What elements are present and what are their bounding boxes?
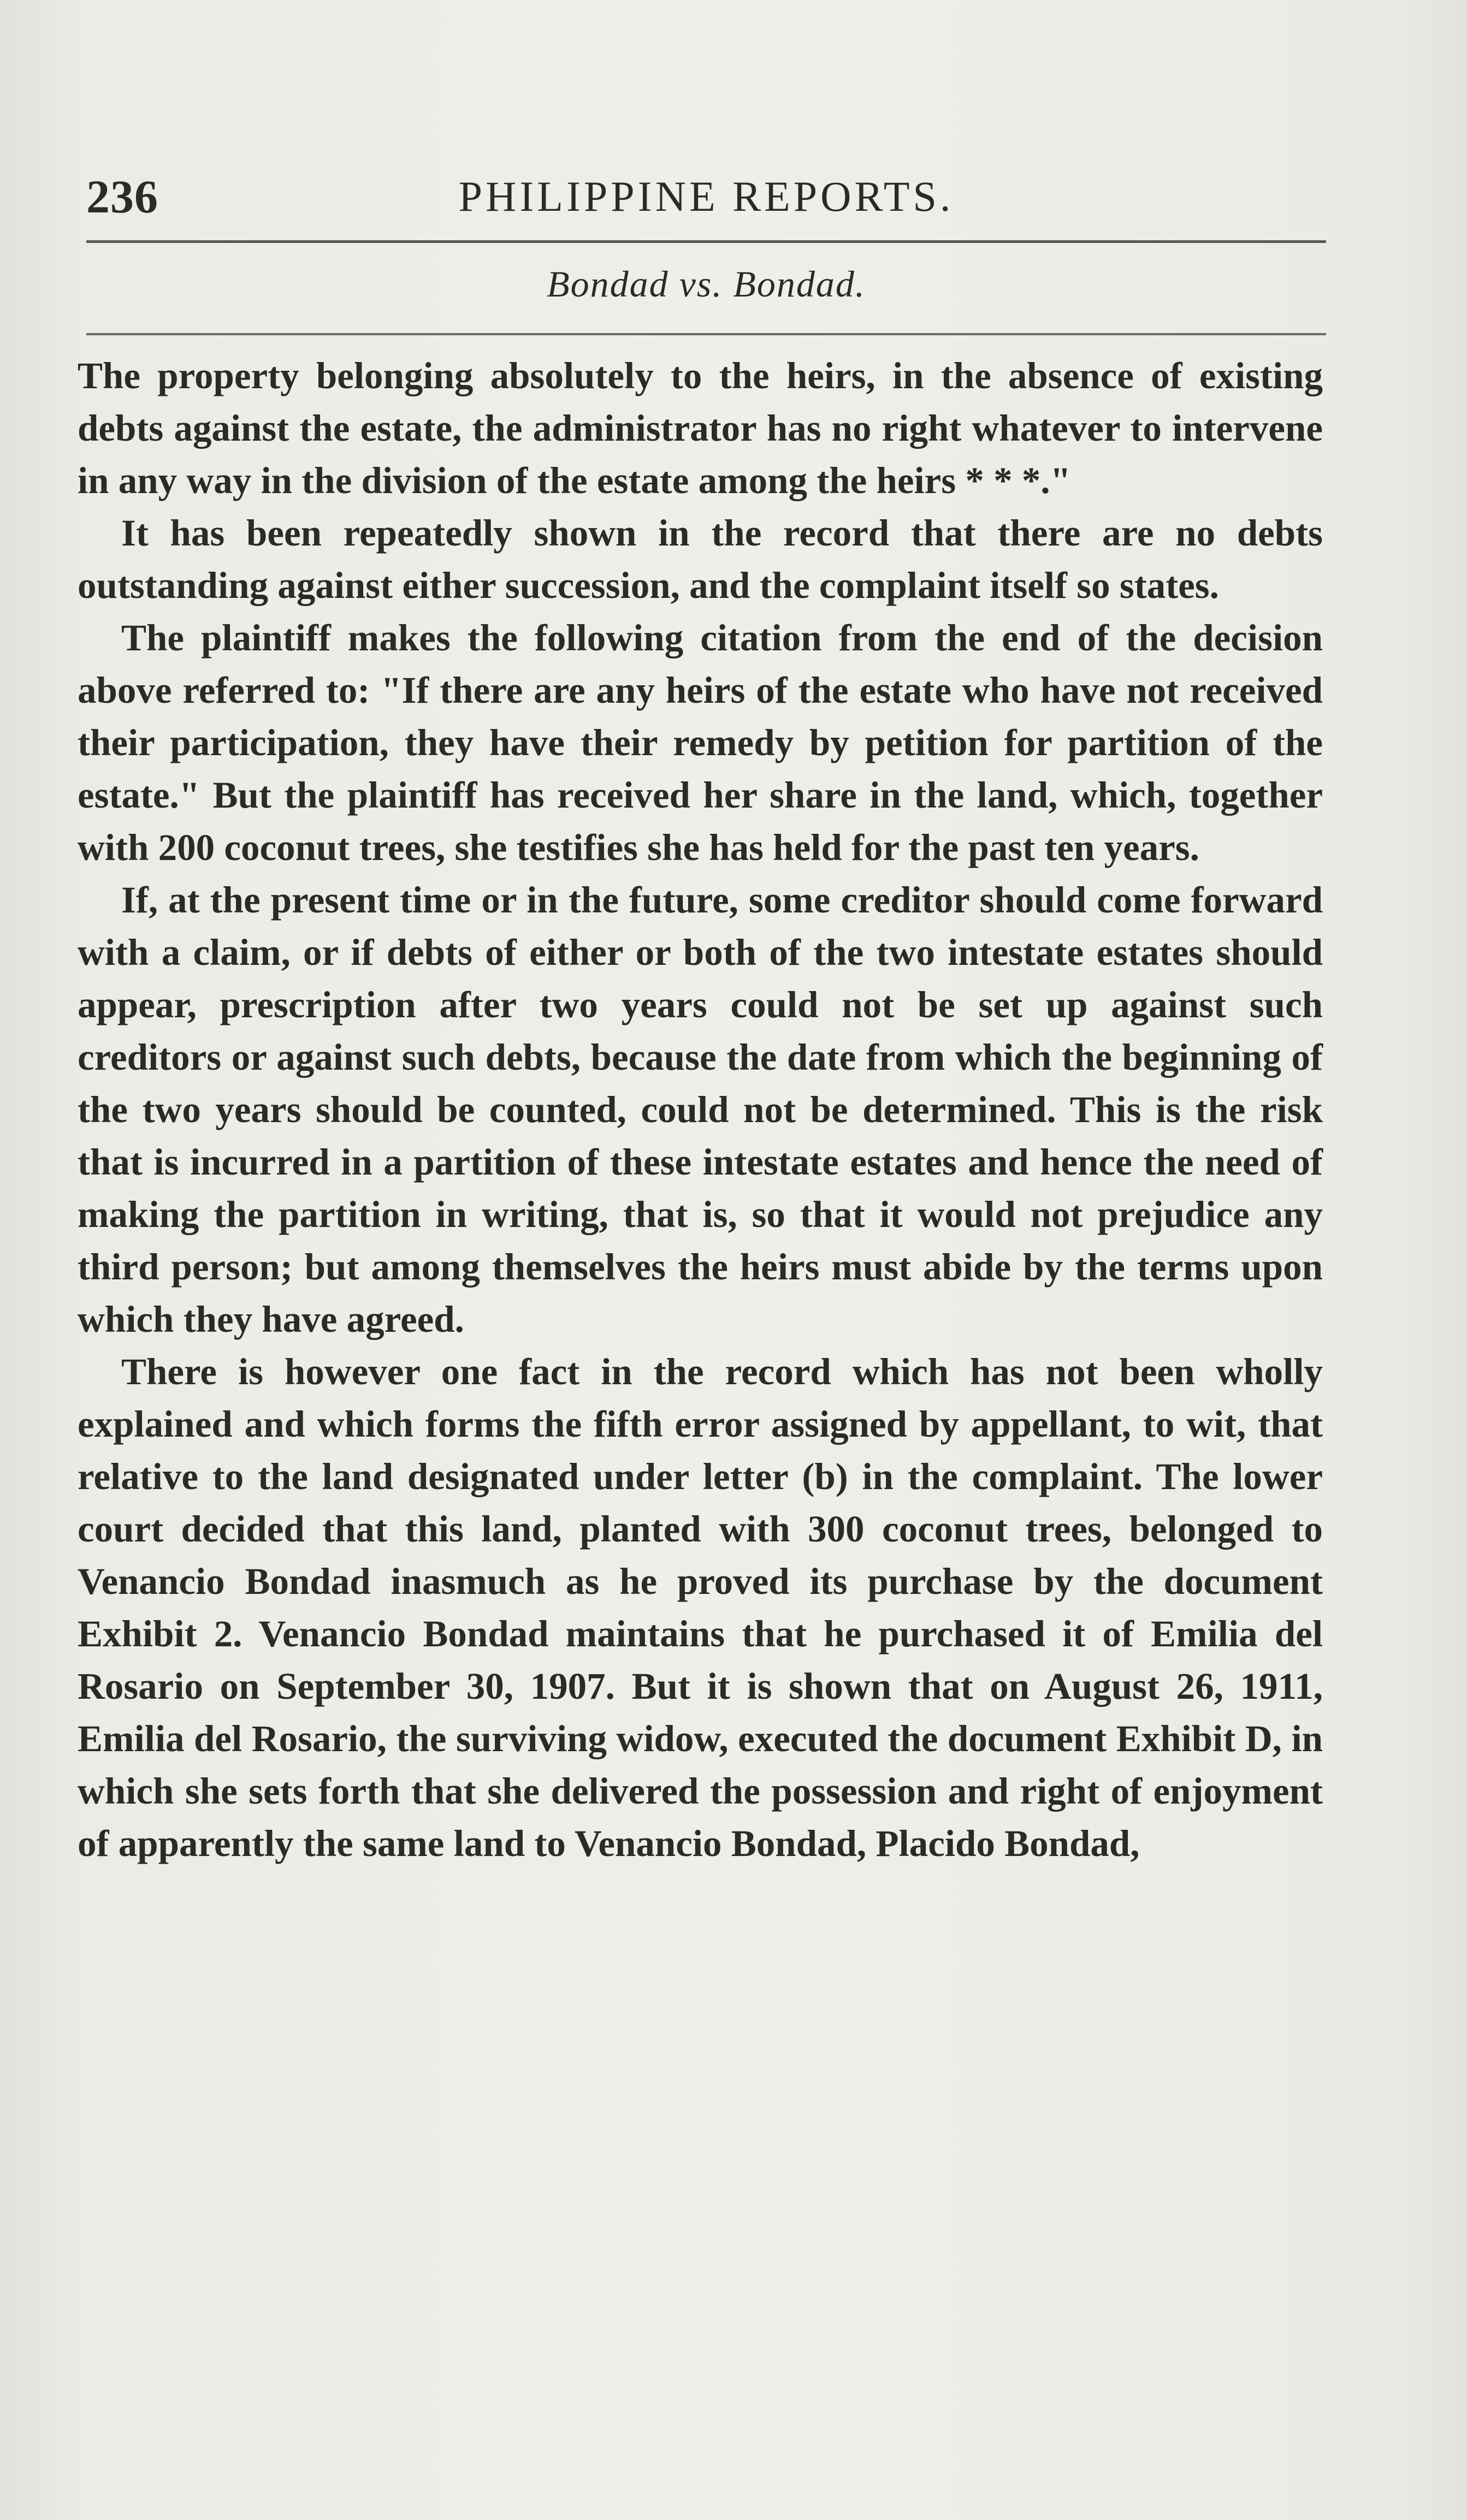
- page-number: 236: [86, 170, 158, 223]
- paragraph: The property belonging absolutely to the heirs, in the absence of existing debts against the estate, the administrator has no right whatever to intervene in any way in the division of the estate among the heirs * * *.": [78, 355, 1323, 501]
- paragraph: There is however one fact in the record which has not been wholly explained and which forms the fifth error assigned by appellant, to wit, that relative to the land designated under letter (b) in the complaint. The lower court decided that this land, planted with 300 coconut trees, belonged to Venancio Bondad inasmuch as he proved its purchase by the document Exhibit 2. Venancio Bondad maintains that he purchased it of Emilia del Rosario on September 30, 1907. But it is shown that on August 26, 1911, Emilia del Rosario, the surviving widow, executed the document Exhibit D, in which she sets forth that she delivered the possession and right of enjoyment of apparently the same land to Venancio Bondad, Placido Bondad,: [78, 1351, 1323, 1864]
- paragraph: It has been repeatedly shown in the record that there are no debts outstanding against either succession, and the complaint itself so states.: [78, 512, 1323, 606]
- case-title-rule: [86, 333, 1326, 335]
- case-title: Bondad vs. Bondad.: [547, 263, 866, 305]
- paragraph: If, at the present time or in the future, some creditor should come forward with a claim, or if debts of either or both of the two intestate estates should appear, prescription after two years could not be set up against such creditors or against such debts, because the date from which the beginning of the two years should be counted, could not be determined. This is the risk that is incurred in a partition of these intestate estates and hence the need of making the partition in writing, that is, so that it would not prejudice any third person; but among themselves the heirs must abide by the terms upon which they have agreed.: [78, 879, 1323, 1340]
- page-header: [86, 164, 1326, 229]
- running-head: PHILIPPINE REPORTS.: [458, 173, 954, 220]
- body-text: [78, 349, 1323, 1870]
- header-rule: [86, 240, 1326, 243]
- paragraph: The plaintiff makes the following citation from the end of the decision above referred to: "If there are any heirs of the estate who have not received their participation, they have their remedy by petition for partition of the estate." But the plaintiff has received her share in the land, which, together with 200 coconut trees, she testifies she has held for the past ten years.: [78, 617, 1323, 868]
